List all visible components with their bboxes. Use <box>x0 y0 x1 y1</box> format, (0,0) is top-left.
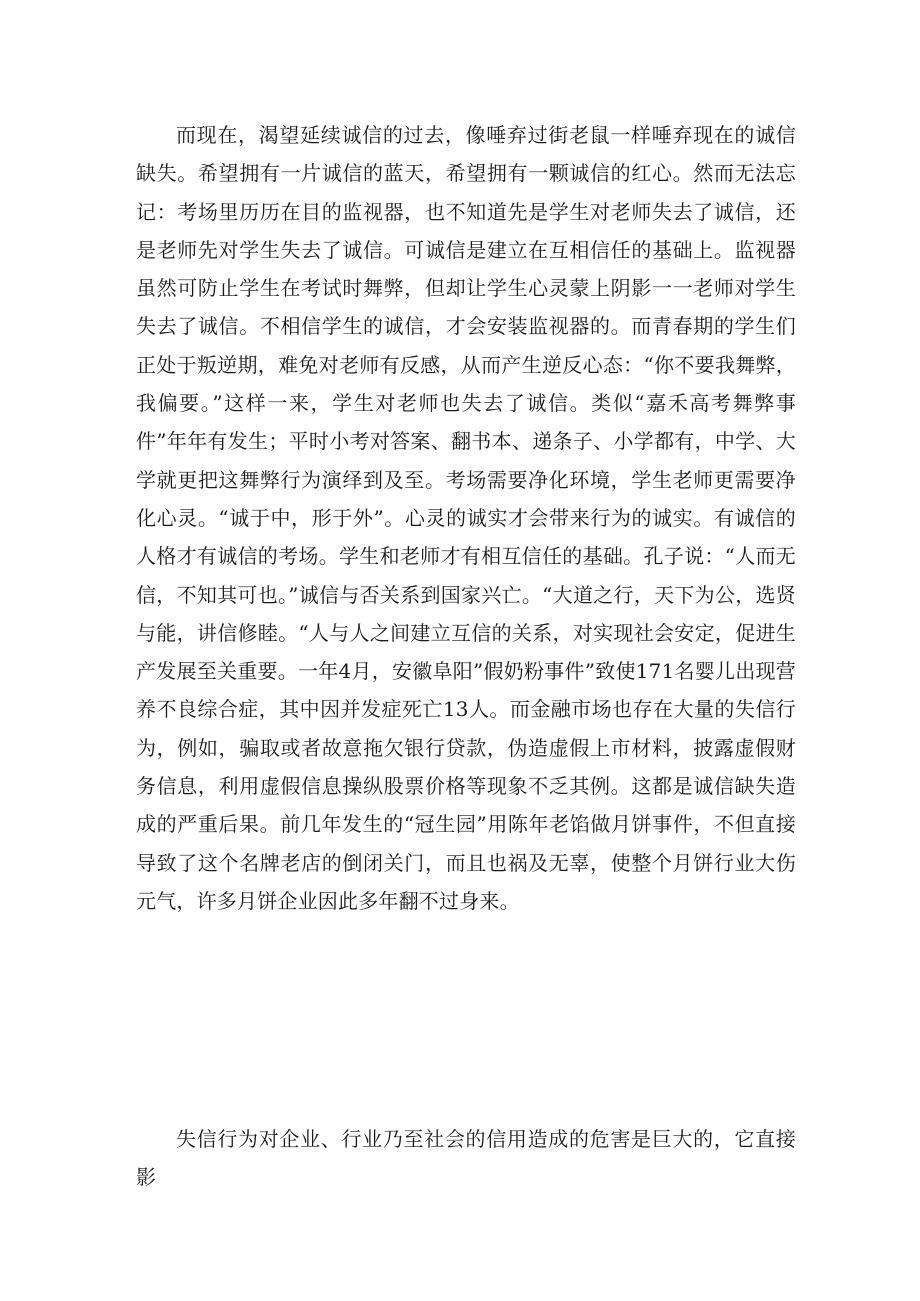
body-paragraph: 失信行为对企业、行业乃至社会的信用造成的危害是巨大的，它直接影 <box>136 1127 796 1190</box>
body-paragraph: 而现在，渴望延续诚信的过去，像唾弃过街老鼠一样唾弃现在的诚信缺失。希望拥有一片诚信的蓝天，希望拥有一颗诚信的红心。然而无法忘记：考场里历历在目的监视器，也不知道先是学生对老师失去了诚信，还是老师先对学生失去了诚信。可诚信是建立在互相信任的基础上。监视器虽然可防止学生在考试时舞弊，但却让学生心灵蒙上阴影一一老师对学生失去了诚信。不相信学生的诚信，才会安装监视器的。而青春期的学生们正处于叛逆期，难免对老师有反感，从而产生逆反心态：“你不要我舞弊，我偏要。”这样一来，学生对老师也失去了诚信。类似“嘉禾高考舞弊事件”年年有发生；平时小考对答案、翻书本、递条子、小学都有，中学、大学就更把这舞弊行为演绎到及至。考场需要净化环境，学生老师更需要净化心灵。“诚于中，形于外”。心灵的诚实才会带来行为的诚实。有诚信的人格才有诚信的考场。学生和老师才有相互信任的基础。孔子说：“人而无信，不知其可也。”诚信与否关系到国家兴亡。“大道之行，天下为公，选贤与能，讲信修睦。“人与人之间建立互信的关系，对实现社会安定，促进生产发展至关重要。一年4月，安徽阜阳”假奶粉事件”致使171名婴儿出现营养不良综合症，其中因并发症死亡13人。而金融市场也存在大量的失信行为，例如，骗取或者故意拖欠银行贷款，伪造虚假上市材料，披露虚假财务信息，利用虚假信息操纵股票价格等现象不乏其例。这都是诚信缺失造成的严重后果。前几年发生的“冠生园”用陈年老馅做月饼事件，不但直接导致了这个名牌老店的倒闭关门，而且也祸及无辜，使整个月饼行业大伤元气，许多月饼企业因此多年翻不过身来。 <box>136 123 796 913</box>
